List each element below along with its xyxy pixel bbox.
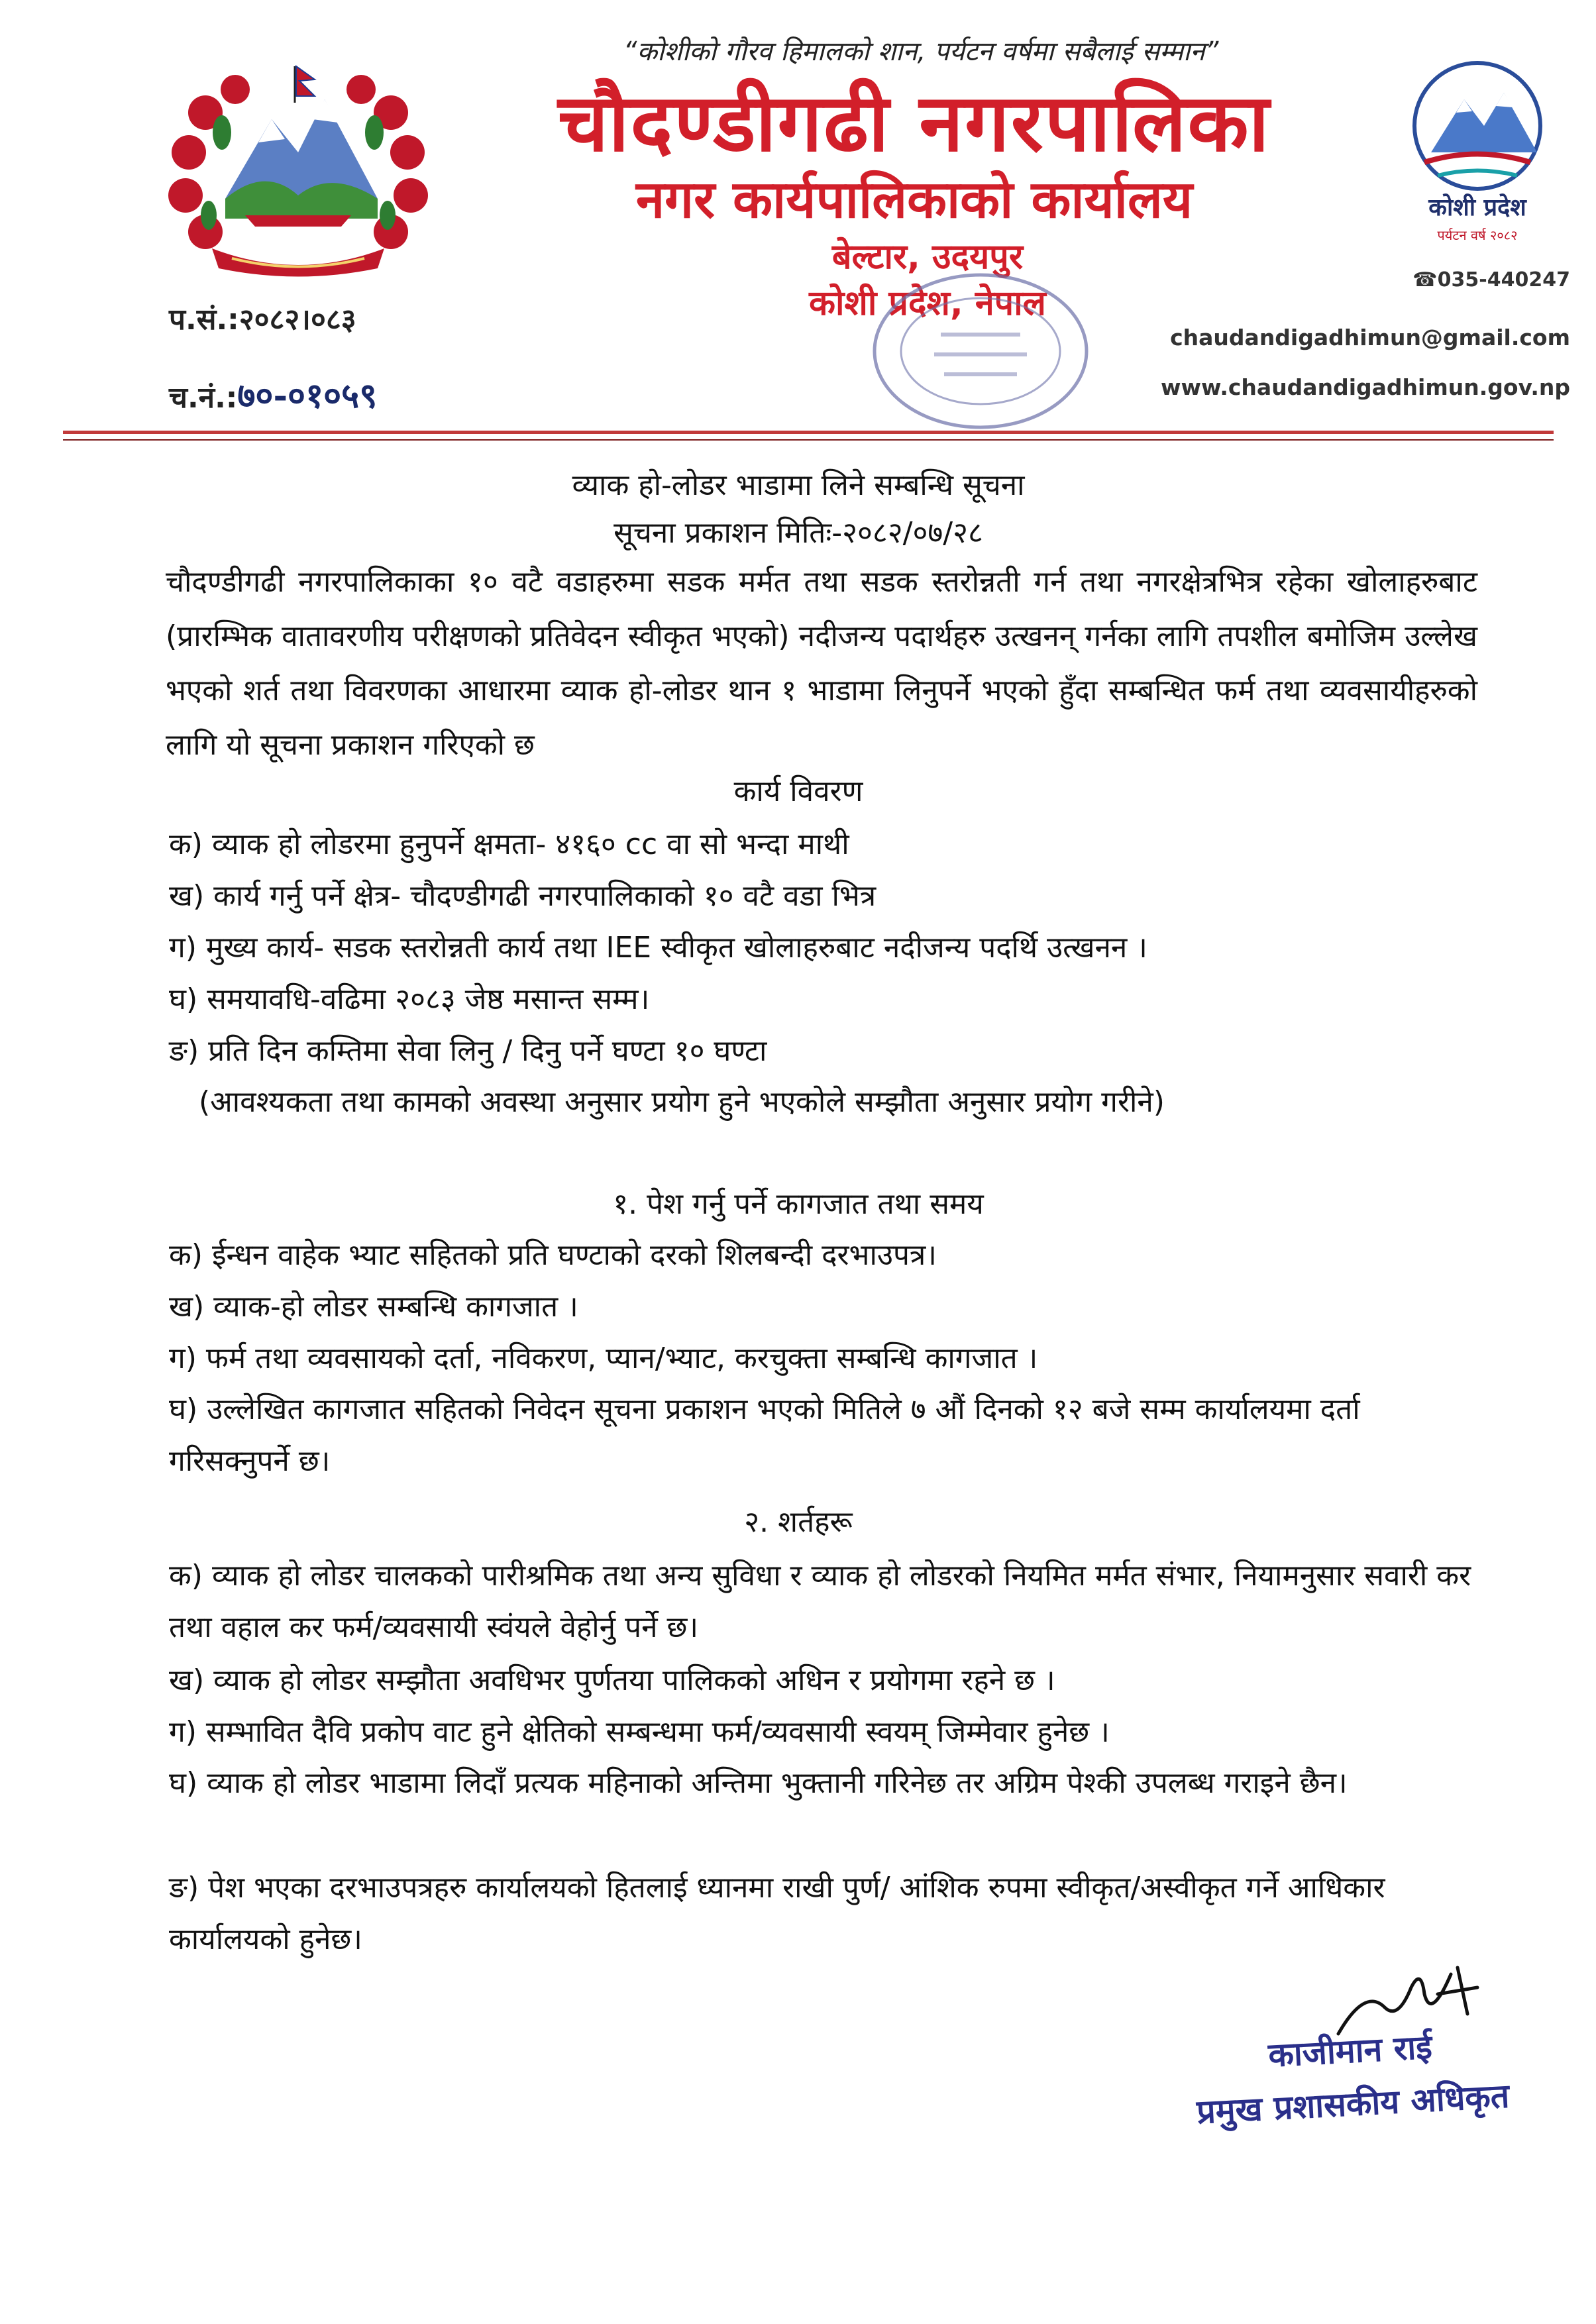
nepal-emblem-logo	[159, 53, 437, 285]
header-divider	[63, 431, 1554, 441]
signatory-name: काजीमान राई	[1267, 2027, 1434, 2075]
document-item: ग) फर्म तथा व्यवसायको दर्ता, नविकरण, प्यान/भ्याट, करचुक्ता सम्बन्धि कागजात ।	[169, 1342, 1038, 1375]
ref-value: २०८२।०८३	[239, 303, 356, 337]
condition-item: ङ) पेश भएका दरभाउपत्रहरु कार्यालयको हितलाई ध्यानमा राखी पुर्ण/ आंशिक रुपमा स्वीकृत/अस्वीकृत गर्ने आधिकार कार्यालयको हुनेछ।	[169, 1871, 1385, 1956]
signatory-title: प्रमुख प्रशासकीय अधिकृत	[1195, 2076, 1511, 2132]
address-line-1: बेल्टार, उदयपुर	[831, 237, 1024, 277]
work-item: ङ) प्रति दिन कम्तिमा सेवा लिनु / दिनु पर्ने घण्टा १० घण्टा	[169, 1034, 767, 1068]
work-item: ग) मुख्य कार्य- सडक स्तरोन्नती कार्य तथा IEE स्वीकृत खोलाहरुबाट नदीजन्य पदर्थि उत्खनन ।	[169, 931, 1147, 965]
address-line-2: कोशी प्रदेश, नेपाल	[809, 284, 1046, 323]
dispatch-number	[169, 371, 377, 418]
reference-number	[169, 298, 356, 338]
office-name: नगर कार्यपालिकाको कार्यालय	[635, 170, 1193, 230]
intro-paragraph: चौदण्डीगढी नगरपालिकाका १० वटै वडाहरुमा सडक मर्मत तथा सडक स्तरोन्नती गर्न तथा नगरक्षेत्रभित्र रहेका खोलाहरुबाट (प्रारम्भिक वातावरणीय परीक्षणको प्रतिवेदन स्वीकृत भएको) नदीजन्य पदार्थहरु उत्खनन् गर्नका लागि तपशील बमोजिम उल्लेख भएको शर्त तथा विवरणका आधारमा व्याक हो-लोडर थान १ भाडामा लिनुपर्ने भएको हुँदा सम्बन्धित फर्म तथा व्यवसायीहरुको लागि यो सूचना प्रकाशन गरिएको छ	[166, 565, 1477, 762]
dispatch-value: ७०-०१०५९	[237, 376, 378, 416]
dispatch-label: च.नं.:	[169, 381, 238, 415]
koshi-province-tourism-logo	[1378, 53, 1577, 252]
letterhead-slogan: “कोशीको गौरव हिमालको शान, पर्यटन वर्षमा सबैलाई सम्मान”	[623, 36, 1219, 67]
work-details-heading: कार्य विवरण	[733, 774, 863, 808]
koshi-logo-text: कोशी प्रदेश	[1428, 194, 1526, 221]
notice-title: व्याक हो-लोडर भाडामा लिने सम्बन्धि सूचना	[572, 468, 1025, 502]
documents-section-heading: १. पेश गर्नु पर्ने कागजात तथा समय	[613, 1187, 984, 1221]
work-item: घ) समयावधि-वढिमा २०८३ जेष्ठ मसान्त सम्म।	[169, 982, 650, 1016]
phone-number: ☎035-440247	[1412, 268, 1570, 291]
ref-label: प.सं.:	[169, 303, 239, 337]
phone-icon: ☎	[1412, 268, 1438, 291]
condition-item: ग) सम्भावित दैवि प्रकोप वाट हुने क्षेतिको सम्बन्धमा फर्म/व्यवसायी स्वयम् जिम्मेवार हुनेछ ।	[169, 1715, 1110, 1749]
condition-item: क) व्याक हो लोडर चालकको पारीश्रमिक तथा अन्य सुविधा र व्याक हो लोडरको नियमित मर्मत संभार, नियामनुसार सवारी कर तथा वहाल कर फर्म/व्यवसायी स्वंयले वेहोर्नु पर्ने छ।	[169, 1559, 1471, 1644]
work-item: क) व्याक हो लोडरमा हुनुपर्ने क्षमता- ४१६० cc वा सो भन्दा माथी	[169, 827, 849, 861]
condition-item: ख) व्याक हो लोडर सम्झौता अवधिभर पुर्णतया पालिकको अधिन र प्रयोगमा रहने छ ।	[169, 1664, 1055, 1697]
email-address[interactable]: chaudandigadhimun@gmail.com	[1170, 325, 1570, 350]
work-item: ख) कार्य गर्नु पर्ने क्षेत्र- चौदण्डीगढी नगरपालिकाको १० वटै वडा भित्र	[169, 879, 877, 913]
document-item: क) ईन्धन वाहेक भ्याट सहितको प्रति घण्टाको दरको शिलबन्दी दरभाउपत्र।	[169, 1238, 937, 1272]
office-round-stamp	[861, 262, 1100, 441]
signatory-stamp	[1177, 2018, 1526, 2134]
publish-date: सूचना प्रकाशन मितिः-२०८२/०७/२८	[613, 516, 983, 550]
organization-name: चौदण्डीगढी नगरपालिका	[558, 78, 1271, 170]
conditions-section-heading: २. शर्तहरू	[744, 1505, 853, 1539]
condition-item: घ) व्याक हो लोडर भाडामा लिदाँ प्रत्यक महिनाको अन्तिमा भुक्तानी गरिनेछ तर अग्रिम पेश्की उपलब्ध गराइने छैन।	[169, 1766, 1348, 1800]
website-link[interactable]: www.chaudandigadhimun.gov.np	[1160, 374, 1570, 400]
document-item: घ) उल्लेखित कागजात सहितको निवेदन सूचना प्रकाशन भएको मितिले ७ औं दिनको १२ बजे सम्म कार्यालयमा दर्ता गरिसक्नुपर्ने छ।	[169, 1393, 1360, 1478]
koshi-logo-subtext: पर्यटन वर्ष २०८२	[1437, 227, 1518, 243]
work-note: (आवश्यकता तथा कामको अवस्था अनुसार प्रयोग हुने भएकोले सम्झौता अनुसार प्रयोग गरीने)	[199, 1085, 1165, 1119]
document-item: ख) व्याक-हो लोडर सम्बन्धि कागजात ।	[169, 1290, 578, 1324]
